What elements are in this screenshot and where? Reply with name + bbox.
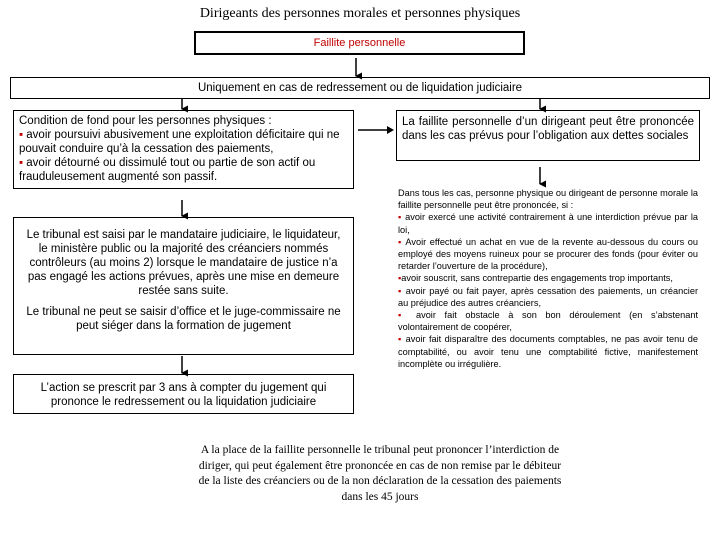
bullet-icon: ▪ — [398, 285, 403, 296]
bullet-icon: ▪ — [398, 212, 402, 223]
bullet-icon: ▪ — [19, 129, 24, 141]
cas-item: ▪avoir souscrit, sans contrepartie des engagements trop importants, — [398, 273, 673, 284]
interdiction-note: A la place de la faillite personnelle le tribunal peut prononcer l’interdiction de diriger, qui peut également être prononcée en cas de non remise par le débiteur de la liste des créanciers ou de la non déclaration de la cessation des paiements dans les 45 jours — [198, 444, 562, 503]
cas-item: ▪ avoir fait disparaître des documents comptables, ne pas avoir tenu de comptabilité, ou avoir tenu une comptabilité fictive, manifestement incomplète ou irrégulière. — [398, 334, 698, 369]
bullet-icon: ▪ — [398, 273, 402, 284]
header-box: Faillite personnelle — [194, 31, 525, 55]
cas-item: ▪ avoir exercé une activité contrairement à une interdiction prévue par la loi, — [398, 212, 699, 235]
bullet-icon: ▪ — [398, 334, 403, 345]
bullet-icon: ▪ — [19, 157, 24, 169]
cas-item: ▪ Avoir effectué un achat en vue de la revente au-dessous du cours ou employé des moyens ruineux pour se procurer des fonds (pour éviter ou retarder l’ouverture de la procédure), — [398, 236, 698, 272]
condition-box: Uniquement en cas de redressement ou de liquidation judiciaire — [10, 77, 710, 99]
page-title: Dirigeants des personnes morales et personnes physiques — [199, 6, 521, 21]
condition-bullet-1: ▪ avoir poursuivi abusivement une exploitation déficitaire qui ne pouvait conduire qu’à la cessation des paiements, — [19, 129, 340, 155]
prescription-box: L’action se prescrit par 3 ans à compter du jugement qui prononce le redressement ou la liquidation judiciaire — [13, 374, 354, 414]
cas-item: ▪ avoir payé ou fait payer, après cessation des paiements, un créancier au préjudice des autres créanciers, — [398, 285, 699, 308]
saisine-paragraph: Le tribunal est saisi par le mandataire judiciaire, le liquidateur, le ministère public ou la majorité des créanciers nommés contrôleurs (au moins 2) lorsque le mandataire de justice n’a pas engagé les actions prévues, après une mise en demeure restée sans suite. — [26, 229, 341, 297]
cas-item: ▪ avoir fait obstacle à son bon déroulement (en s’abstenant volontairement de coopérer, — [398, 310, 698, 333]
condition-bullet-2: ▪ avoir détourné ou dissimulé tout ou partie de son actif ou frauduleusement augmenté son passif. — [19, 157, 316, 183]
dettes-sociales-box: La faillite personnelle d’un dirigeant peut être prononcée dans les cas prévus pour l’obligation aux dettes sociales — [396, 110, 700, 161]
arrow-left-right-head — [387, 126, 394, 134]
bullet-icon: ▪ — [398, 310, 408, 321]
bullet-icon: ▪ — [398, 236, 403, 247]
condition-heading: Condition de fond pour les personnes physiques : — [19, 115, 272, 127]
saisine-restriction: Le tribunal ne peut se saisir d’office et le juge-commissaire ne peut siéger dans la formation de jugement — [26, 306, 341, 332]
cas-intro: Dans tous les cas, personne physique ou dirigeant de personne morale la faillite personnelle peut être prononcée, si : — [398, 188, 698, 211]
